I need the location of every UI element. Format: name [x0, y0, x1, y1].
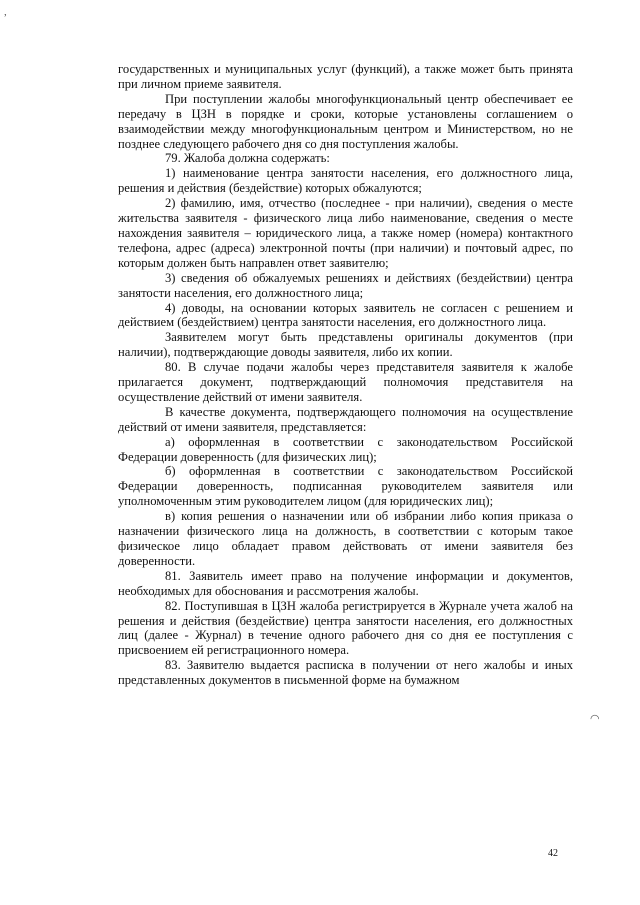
paragraph: 2) фамилию, имя, отчество (последнее - при наличии), сведения о месте жительства заявителя - физического лица либо наименование, сведения о месте нахождения заявителя – юридического лица, а также номер (номера) контактного телефона, адрес (адреса) электронной почты (при наличии) и почтовый адрес, по которым должен быть направлен ответ заявителю;	[118, 196, 573, 270]
paragraph: 82. Поступившая в ЦЗН жалоба регистрируется в Журнале учета жалоб на решения и действия (бездействие) центра занятости населения, его должностных лиц (далее - Журнал) в течение одного рабочего дня со дня ее поступления с присвоением ей регистрационного номера.	[118, 598, 573, 658]
paragraph: 81. Заявитель имеет право на получение информации и документов, необходимых для обоснования и рассмотрения жалобы.	[118, 568, 573, 598]
document-body	[118, 62, 573, 688]
paragraph: При поступлении жалобы многофункциональный центр обеспечивает ее передачу в ЦЗН в порядке и сроки, которые установлены соглашением о взаимодействии между многофункциональным центром и Министерством, но не позднее следующего рабочего дня со дня поступления жалобы.	[118, 91, 573, 151]
scan-mark: ,	[4, 6, 7, 18]
scan-mark: ◠	[590, 713, 600, 725]
paragraph: 80. В случае подачи жалобы через представителя заявителя к жалобе прилагается документ, подтверждающий полномочия представителя на осуществление действий от имени заявителя.	[118, 360, 573, 404]
paragraph: б) оформленная в соответствии с законодательством Российской Федерации доверенность, подписанная руководителем заявителя или уполномоченным этим руководителем лицом (для юридических лиц);	[118, 464, 573, 509]
paragraph: а) оформленная в соответствии с законодательством Российской Федерации доверенность (для физических лиц);	[118, 434, 573, 464]
paragraph: 3) сведения об обжалуемых решениях и действиях (бездействии) центра занятости населения, его должностного лица;	[118, 270, 573, 300]
paragraph: государственных и муниципальных услуг (функций), а также может быть принята при личном приеме заявителя.	[118, 62, 573, 91]
page-number: 42	[548, 848, 558, 859]
paragraph: в) копия решения о назначении или об избрании либо копия приказа о назначении физического лица на должность, в соответствии с которым такое физическое лицо обладает правом действовать от имени заявителя без доверенности.	[118, 509, 573, 568]
paragraph: В качестве документа, подтверждающего полномочия на осуществление действий от имени заявителя, представляется:	[118, 404, 573, 434]
paragraph: 4) доводы, на основании которых заявитель не согласен с решением и действием (бездействием) центра занятости населения, его должностного лица.	[118, 300, 573, 330]
paragraph: Заявителем могут быть представлены оригиналы документов (при наличии), подтверждающие доводы заявителя, либо их копии.	[118, 330, 573, 360]
paragraph: 1) наименование центра занятости населения, его должностного лица, решения и действия (бездействие) которых обжалуются;	[118, 166, 573, 196]
paragraph: 83. Заявителю выдается расписка в получении от него жалобы и иных представленных документов в письменной форме на бумажном	[118, 658, 573, 688]
paragraph: 79. Жалоба должна содержать:	[165, 151, 330, 166]
